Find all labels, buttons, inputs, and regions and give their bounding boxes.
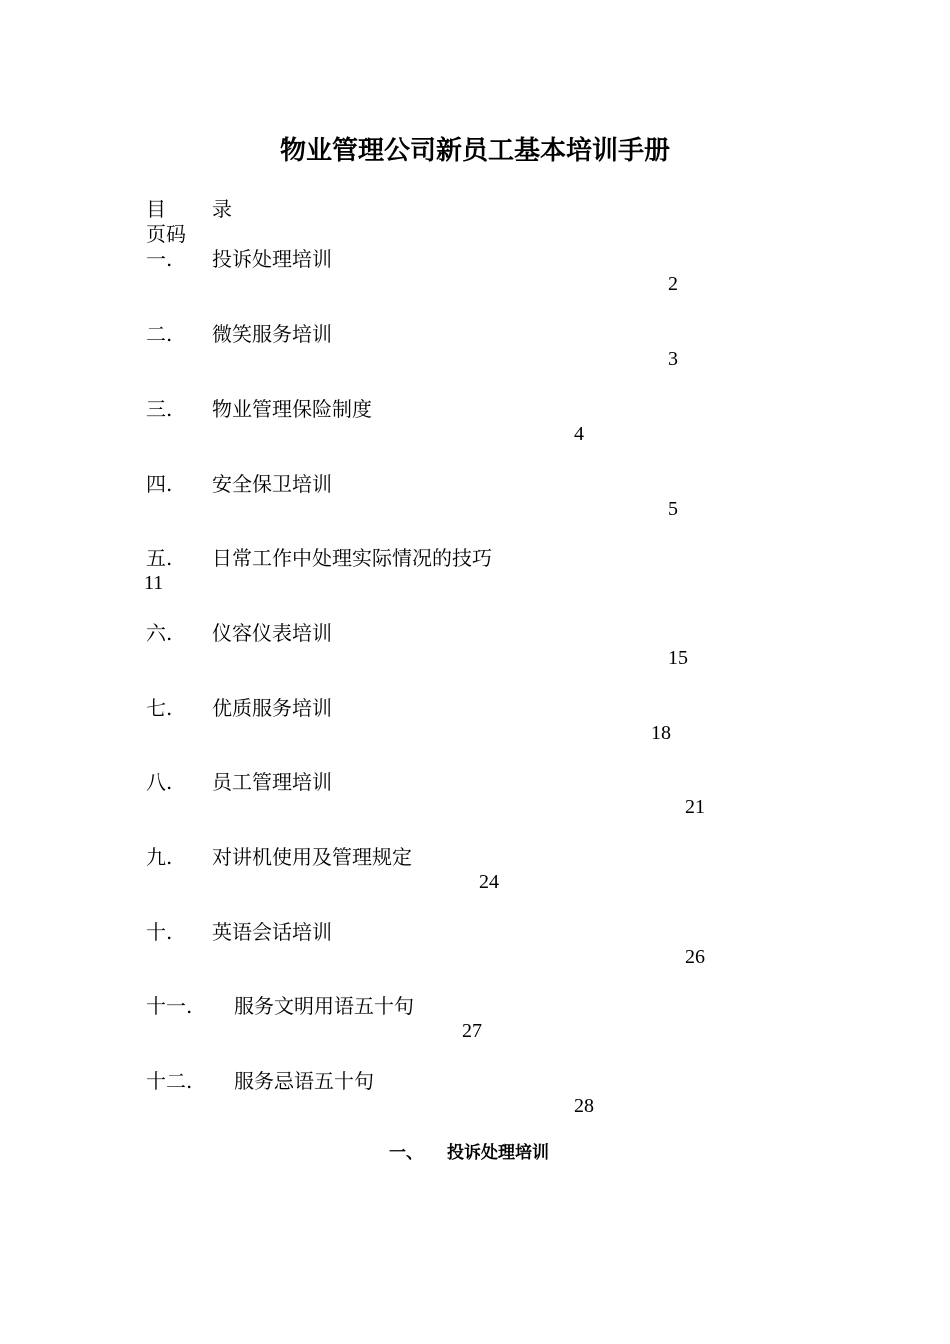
toc-entry-page: 3 — [668, 348, 678, 370]
toc-entry-title: 优质服务培训 — [212, 696, 332, 720]
toc-entry-page: 21 — [685, 796, 705, 818]
toc-entry-number: 九. — [146, 845, 173, 869]
toc-entry-page: 27 — [462, 1020, 482, 1042]
toc-entry-title: 仪容仪表培训 — [212, 621, 332, 645]
toc-entry-title: 对讲机使用及管理规定 — [212, 845, 412, 869]
toc-entry-title: 英语会话培训 — [212, 920, 332, 944]
toc-entry-page: 4 — [574, 423, 584, 445]
document-title: 物业管理公司新员工基本培训手册 — [279, 136, 670, 166]
toc-entry-page: 18 — [651, 722, 671, 744]
toc-entry-page: 5 — [668, 498, 678, 520]
toc-entry-title: 日常工作中处理实际情况的技巧 — [212, 546, 492, 570]
toc-entry-number: 十二. — [146, 1069, 193, 1093]
toc-entry-page: 2 — [668, 273, 678, 295]
section-heading-number: 一、 — [389, 1143, 423, 1163]
toc-entry-title: 服务忌语五十句 — [234, 1069, 374, 1093]
toc-entry-title: 物业管理保险制度 — [212, 397, 372, 421]
toc-entry-number: 五. — [146, 546, 173, 570]
toc-entry-number: 三. — [146, 397, 173, 421]
section-heading-title: 投诉处理培训 — [447, 1143, 549, 1163]
toc-entry-page: 26 — [685, 946, 705, 968]
toc-entry-title: 安全保卫培训 — [212, 472, 332, 496]
page-number-label: 页码 — [146, 222, 186, 246]
toc-entry-number: 十一. — [146, 994, 193, 1018]
toc-entry-page: 11 — [144, 572, 164, 594]
toc-entry-number: 十. — [146, 920, 173, 944]
toc-entry-page: 28 — [574, 1095, 594, 1117]
toc-entry-title: 微笑服务培训 — [212, 322, 332, 346]
toc-entry-number: 八. — [146, 770, 173, 794]
toc-entry-number: 四. — [146, 472, 173, 496]
toc-entry-page: 15 — [668, 647, 688, 669]
toc-heading-right: 录 — [212, 197, 232, 221]
toc-heading-left: 目 — [146, 197, 166, 221]
toc-entry-number: 六. — [146, 621, 173, 645]
toc-entry-number: 一. — [146, 247, 173, 271]
toc-entry-title: 投诉处理培训 — [212, 247, 332, 271]
toc-entry-page: 24 — [479, 871, 499, 893]
toc-entry-number: 二. — [146, 322, 173, 346]
toc-entry-number: 七. — [146, 696, 173, 720]
toc-entry-title: 服务文明用语五十句 — [234, 994, 414, 1018]
toc-entry-title: 员工管理培训 — [212, 770, 332, 794]
